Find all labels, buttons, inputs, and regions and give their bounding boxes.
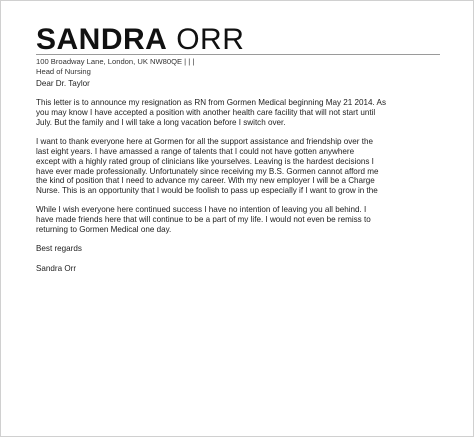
paragraph-line: While I wish everyone here continued success I have no intention of leaving you all behind. I	[36, 205, 367, 215]
sender-title: Head of Nursing	[36, 66, 91, 76]
sender-contact	[36, 57, 194, 76]
paragraph-line: except with a highly rated group of clinicians like yourselves. Leaving is the hardest decisions I	[36, 156, 374, 166]
header-divider	[36, 54, 440, 55]
salutation: Dear Dr. Taylor	[36, 79, 90, 88]
paragraph-3	[36, 205, 436, 234]
letter-body	[36, 79, 436, 283]
paragraph-line: the kind of position that I need to advance my career. With my new employer I will be a Charge	[36, 176, 375, 186]
paragraph-line: you may know I have accepted a position with another health care facility that will not start until	[36, 108, 376, 118]
paragraph-1	[36, 98, 436, 127]
sender-last-name: ORR	[176, 23, 245, 56]
paragraph-line: returning to Gormen Medical one day.	[36, 225, 172, 235]
sender-address: 100 Broadway Lane, London, UK NW80QE | | |	[36, 57, 195, 66]
paragraph-line: have ever made professionally. Unfortunately since receiving my B.S. Gormen cannot afford me	[36, 166, 379, 176]
signature: Sandra Orr	[36, 263, 77, 273]
closing: Best regards	[36, 244, 82, 254]
paragraph-line: last eight years. I have amassed a range of talents that I could not have gotten anywhere	[36, 146, 355, 156]
paragraph-line: July. But the family and I will take a long vacation before I switch over.	[36, 117, 286, 127]
paragraph-line: Nurse. This is an opportunity that I would be foolish to pass up especially if I want to grow in the	[36, 186, 378, 196]
sender-first-name: SANDRA	[36, 23, 168, 56]
paragraph-line: This letter is to announce my resignation as RN from Gormen Medical beginning May 21 2014. As	[36, 98, 387, 108]
paragraph-2	[36, 137, 436, 196]
sender-name	[36, 23, 244, 57]
paragraph-line: have made friends here that will continue to be a part of my life. I would not even be remiss to	[36, 215, 371, 225]
paragraph-line: I want to thank everyone here at Gormen for all the support assistance and friendship over the	[36, 137, 373, 147]
